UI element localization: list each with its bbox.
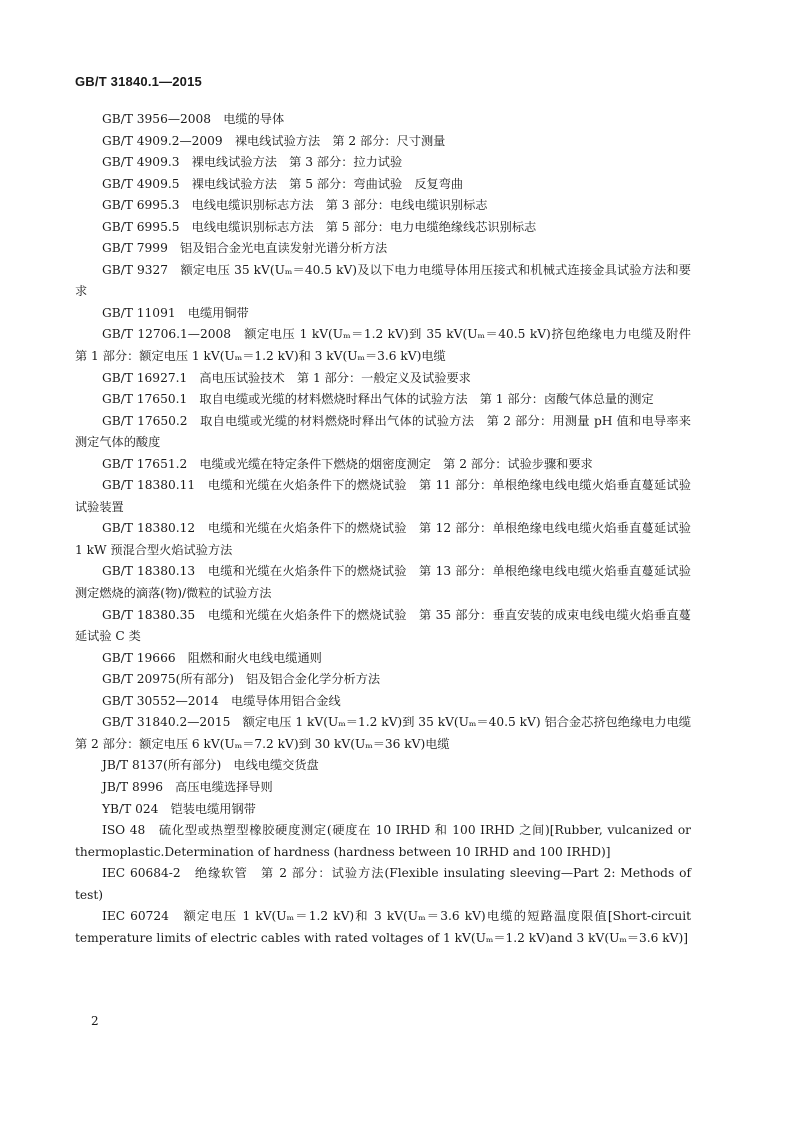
reference-item: JB/T 8137(所有部分) 电线电缆交货盘 [102,758,319,773]
normative-references-list [75,109,704,949]
reference-item: GB/T 30552—2014 电缆导体用铝合金线 [102,693,341,708]
reference-item: GB/T 9327 额定电压 35 kV(Uₘ＝40.5 kV)及以下电力电缆导体用压接式和机械式连接金具试验方法和要求 [75,262,691,299]
reference-item: GB/T 17650.1 取自电缆或光缆的材料燃烧时释出气体的试验方法 第 1 部分：卤酸气体总量的测定 [102,392,654,407]
reference-item: GB/T 11091 电缆用铜带 [102,305,249,320]
reference-item: GB/T 17650.2 取自电缆或光缆的材料燃烧时释出气体的试验方法 第 2 部分：用测量 pH 值和电导率来测定气体的酸度 [75,413,691,450]
reference-item: YB/T 024 铠装电缆用钢带 [102,801,256,816]
reference-item: GB/T 4909.2—2009 裸电线试验方法 第 2 部分：尺寸测量 [102,133,446,148]
reference-item: IEC 60684-2 绝缘软管 第 2 部分：试验方法(Flexible insulating sleeving—Part 2: Methods of test) [75,866,691,902]
reference-item: GB/T 4909.3 裸电线试验方法 第 3 部分：拉力试验 [102,155,403,170]
reference-item: GB/T 6995.3 电线电缆识别标志方法 第 3 部分：电线电缆识别标志 [102,198,488,213]
reference-item: GB/T 18380.13 电缆和光缆在火焰条件下的燃烧试验 第 13 部分：单根绝缘电线电缆火焰垂直蔓延试验测定燃烧的滴落(物)/微粒的试验方法 [75,564,691,601]
reference-item: GB/T 7999 铝及铝合金光电直读发射光谱分析方法 [102,241,388,256]
reference-item: JB/T 8996 高压电缆选择导则 [102,779,273,794]
reference-item: GB/T 6995.5 电线电缆识别标志方法 第 5 部分：电力电缆绝缘线芯识别标志 [102,219,537,234]
document-code-header: GB/T 31840.1—2015 [75,74,202,89]
reference-item: GB/T 18380.35 电缆和光缆在火焰条件下的燃烧试验 第 35 部分：垂直安装的成束电线电缆火焰垂直蔓延试验 C 类 [75,607,691,644]
reference-item: GB/T 4909.5 裸电线试验方法 第 5 部分：弯曲试验 反复弯曲 [102,176,464,191]
reference-item: GB/T 18380.11 电缆和光缆在火焰条件下的燃烧试验 第 11 部分：单根绝缘电线电缆火焰垂直蔓延试验 试验装置 [75,478,704,514]
reference-item: GB/T 18380.12 电缆和光缆在火焰条件下的燃烧试验 第 12 部分：单根绝缘电线电缆火焰垂直蔓延试验 1 kW 预混合型火焰试验方法 [75,521,691,557]
reference-item: GB/T 12706.1—2008 额定电压 1 kV(Uₘ＝1.2 kV)到 35 kV(Uₘ＝40.5 kV)挤包绝缘电力电缆及附件 第 1 部分：额定电压 1 kV(Uₘ＝1.2 kV)和 3 kV(Uₘ＝3.6 kV)电缆 [75,327,704,364]
reference-item: GB/T 19666 阻燃和耐火电线电缆通则 [102,650,322,665]
reference-item: ISO 48 硫化型或热塑型橡胶硬度测定(硬度在 10 IRHD 和 100 IRHD 之间)[Rubber, vulcanized or thermoplastic.Determination of hardness (hardness between 10 IRHD and 100 IRHD)] [75,823,691,859]
reference-item: GB/T 17651.2 电缆或光缆在特定条件下燃烧的烟密度测定 第 2 部分：试验步骤和要求 [102,456,593,471]
reference-item: IEC 60724 额定电压 1 kV(Uₘ＝1.2 kV)和 3 kV(Uₘ＝3.6 kV)电缆的短路温度限值[Short-circuit temperature limits of electric cables with rated voltages of 1 kV(Uₘ＝1.2 kV)and 3 kV(Uₘ＝3.6 kV)] [75,909,691,945]
reference-item: GB/T 3956—2008 电缆的导体 [102,112,285,126]
reference-item: GB/T 31840.2—2015 额定电压 1 kV(Uₘ＝1.2 kV)到 35 kV(Uₘ＝40.5 kV) 铝合金芯挤包绝缘电力电缆 第 2 部分：额定电压 6 kV(Uₘ＝7.2 kV)到 30 kV(Uₘ＝36 kV)电缆 [75,715,704,751]
reference-item: GB/T 20975(所有部分) 铝及铝合金化学分析方法 [102,672,381,687]
page-number: 2 [91,1014,99,1028]
reference-item: GB/T 16927.1 高电压试验技术 第 1 部分：一般定义及试验要求 [102,370,471,385]
